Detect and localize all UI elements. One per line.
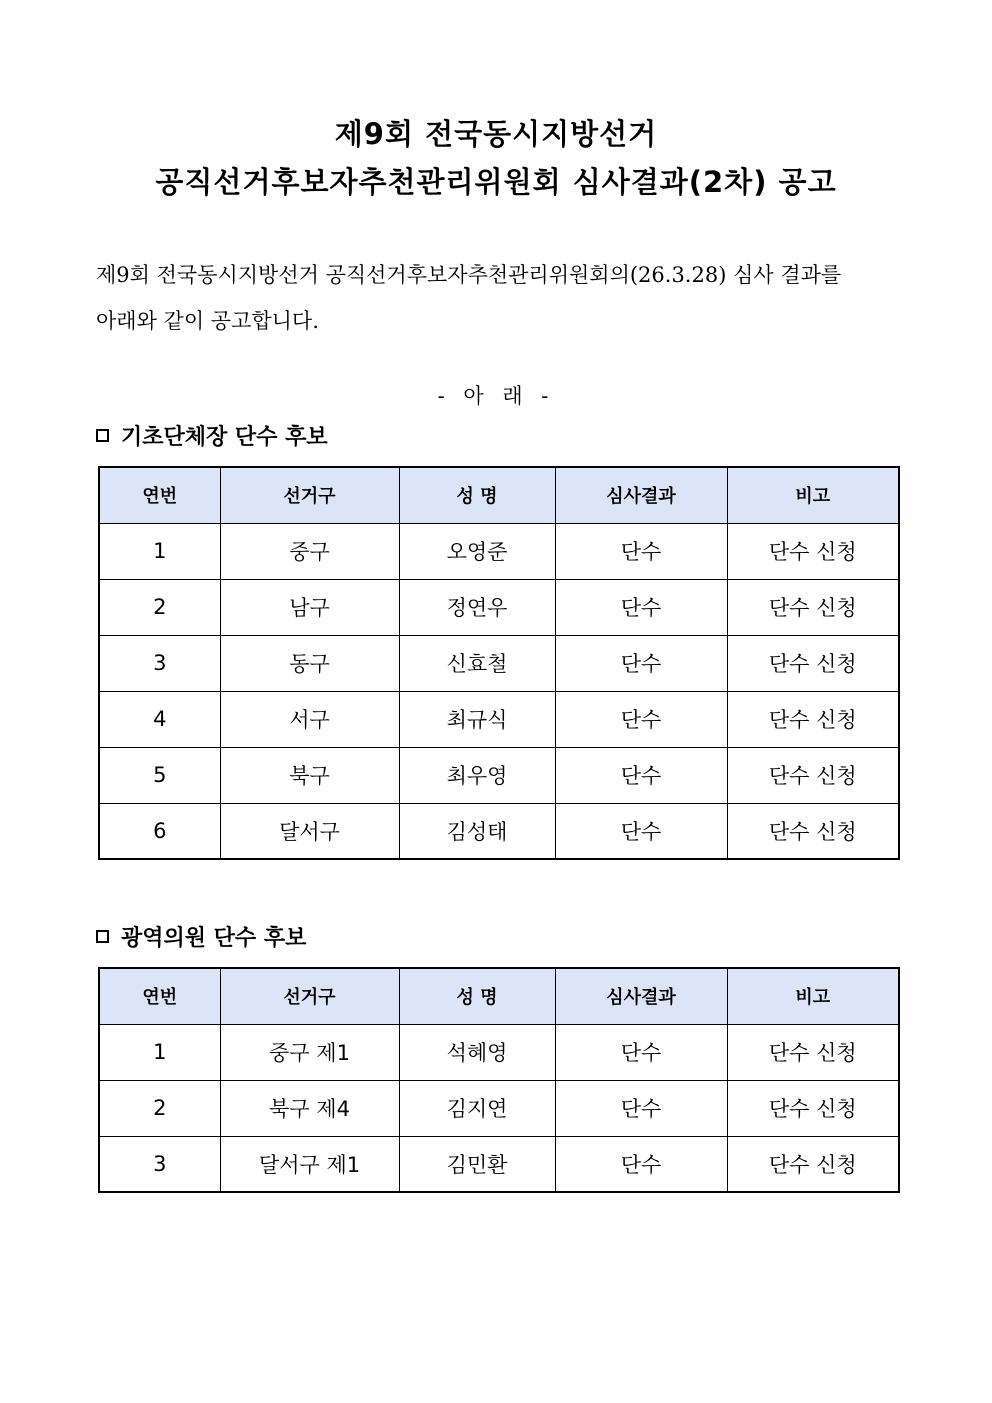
cell-remark: 단수 신청 [727, 803, 899, 859]
basic-heads-table [98, 466, 900, 860]
header-no: 연번 [99, 467, 220, 523]
cell-remark: 단수 신청 [727, 579, 899, 635]
cell-result: 단수 [555, 1024, 727, 1080]
document-title-line-2: 공직선거후보자추천관리위원회 심사결과(2차) 공고 [155, 165, 837, 199]
cell-no: 2 [99, 579, 220, 635]
section-heading-label: 광역의원 단수 후보 [121, 926, 307, 951]
table-row [99, 1136, 899, 1192]
header-district: 선거구 [220, 467, 399, 523]
table-row [99, 1080, 899, 1136]
table-header-row [99, 467, 899, 523]
cell-no: 1 [99, 1024, 220, 1080]
cell-name: 김민환 [399, 1136, 555, 1192]
header-remark: 비고 [727, 968, 899, 1024]
document-title-line-1: 제9회 전국동시지방선거 [334, 117, 658, 151]
cell-name: 최규식 [399, 691, 555, 747]
intro-line-2: 아래와 같이 공고합니다. [96, 309, 319, 333]
header-no: 연번 [99, 968, 220, 1024]
cell-result: 단수 [555, 747, 727, 803]
table-row [99, 523, 899, 579]
header-district: 선거구 [220, 968, 399, 1024]
cell-remark: 단수 신청 [727, 1080, 899, 1136]
cell-remark: 단수 신청 [727, 1136, 899, 1192]
cell-no: 3 [99, 635, 220, 691]
cell-no: 1 [99, 523, 220, 579]
cell-district: 달서구 [220, 803, 399, 859]
cell-no: 4 [99, 691, 220, 747]
cell-district: 중구 제1 [220, 1024, 399, 1080]
header-remark: 비고 [727, 467, 899, 523]
cell-result: 단수 [555, 523, 727, 579]
table-row [99, 1024, 899, 1080]
cell-district: 북구 [220, 747, 399, 803]
cell-remark: 단수 신청 [727, 1024, 899, 1080]
section-heading-metro-council [96, 921, 306, 952]
cell-no: 5 [99, 747, 220, 803]
cell-name: 김지연 [399, 1080, 555, 1136]
header-result: 심사결과 [555, 467, 727, 523]
metro-council-table [98, 967, 900, 1193]
cell-district: 중구 [220, 523, 399, 579]
cell-result: 단수 [555, 803, 727, 859]
cell-name: 김성태 [399, 803, 555, 859]
cell-no: 3 [99, 1136, 220, 1192]
cell-district: 북구 제4 [220, 1080, 399, 1136]
checkbox-square-icon [96, 930, 109, 943]
cell-name: 최우영 [399, 747, 555, 803]
table-header-row [99, 968, 899, 1024]
header-name: 성 명 [399, 968, 555, 1024]
table-row [99, 579, 899, 635]
below-marker: - 아 래 - [437, 384, 555, 408]
cell-district: 동구 [220, 635, 399, 691]
cell-no: 6 [99, 803, 220, 859]
cell-name: 정연우 [399, 579, 555, 635]
cell-remark: 단수 신청 [727, 691, 899, 747]
cell-result: 단수 [555, 1080, 727, 1136]
header-result: 심사결과 [555, 968, 727, 1024]
cell-name: 석혜영 [399, 1024, 555, 1080]
cell-result: 단수 [555, 1136, 727, 1192]
table-row [99, 635, 899, 691]
cell-district: 달서구 제1 [220, 1136, 399, 1192]
section-heading-label: 기초단체장 단수 후보 [121, 425, 328, 450]
cell-remark: 단수 신청 [727, 747, 899, 803]
table-row [99, 803, 899, 859]
header-name: 성 명 [399, 467, 555, 523]
cell-result: 단수 [555, 579, 727, 635]
checkbox-square-icon [96, 429, 109, 442]
table-row [99, 691, 899, 747]
intro-paragraph [96, 252, 896, 344]
cell-result: 단수 [555, 635, 727, 691]
cell-remark: 단수 신청 [727, 635, 899, 691]
cell-district: 서구 [220, 691, 399, 747]
cell-district: 남구 [220, 579, 399, 635]
cell-name: 신효철 [399, 635, 555, 691]
cell-result: 단수 [555, 691, 727, 747]
intro-line-1: 제9회 전국동시지방선거 공직선거후보자추천관리위원회의(26.3.28) 심사 결과를 [96, 263, 842, 287]
cell-remark: 단수 신청 [727, 523, 899, 579]
section-heading-basic-heads [96, 420, 328, 451]
cell-name: 오영준 [399, 523, 555, 579]
cell-no: 2 [99, 1080, 220, 1136]
table-row [99, 747, 899, 803]
